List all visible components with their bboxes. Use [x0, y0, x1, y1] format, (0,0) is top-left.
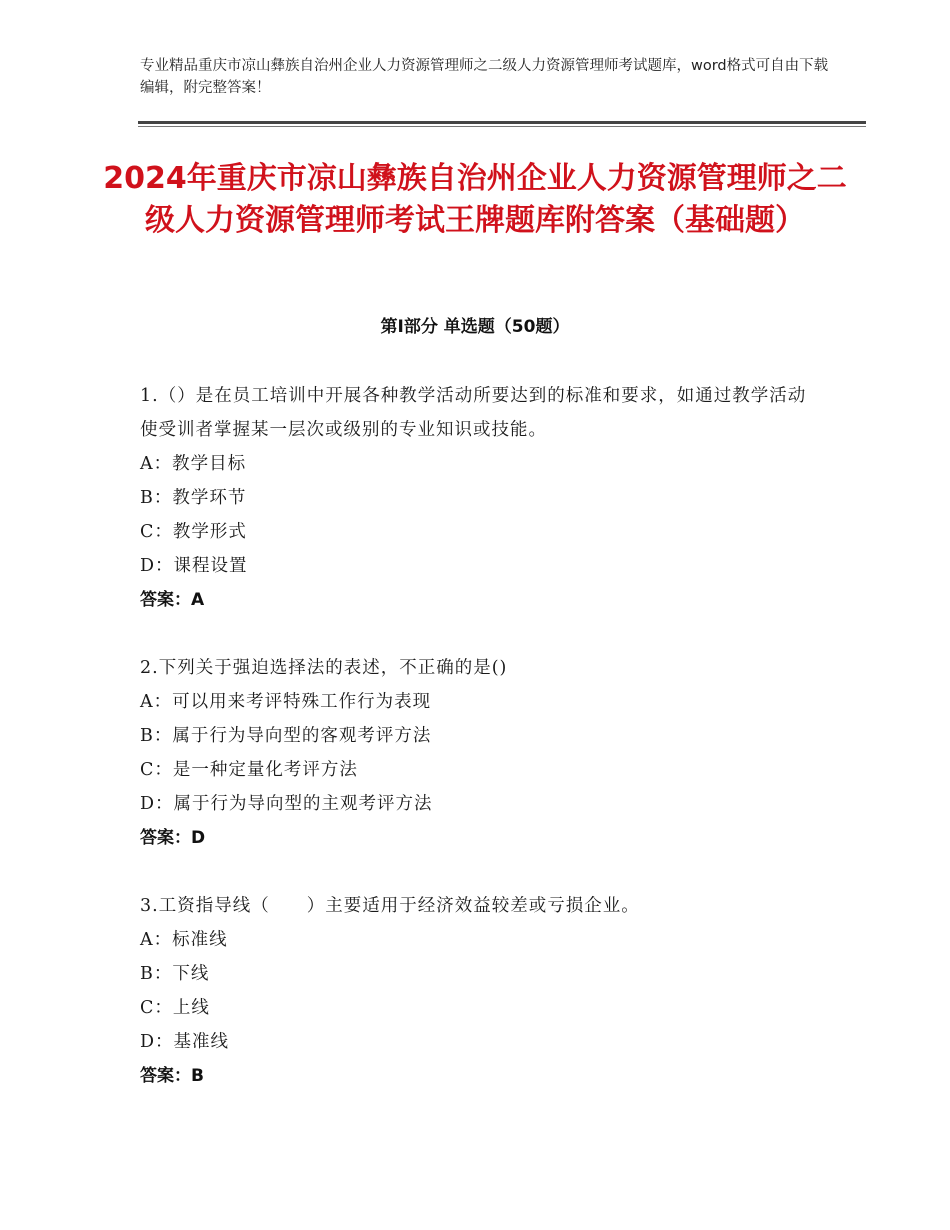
option-b: B：下线 — [140, 964, 210, 984]
answer-line: 答案：B — [140, 1066, 204, 1086]
question-3 — [140, 889, 820, 1093]
option-d: D：课程设置 — [140, 556, 248, 576]
answer-line: 答案：A — [140, 590, 205, 610]
section-heading: 第Ⅰ部分 单选题（50题） — [380, 317, 570, 337]
option-b: B：属于行为导向型的客观考评方法 — [140, 726, 432, 746]
option-c: C：教学形式 — [140, 522, 247, 542]
header-divider-thick — [138, 121, 866, 124]
option-a: A：教学目标 — [140, 454, 247, 474]
header-divider-thin — [138, 126, 866, 127]
question-2 — [140, 651, 820, 855]
question-stem: 3.工资指导线（ ）主要适用于经济效益较差或亏损企业。 — [140, 896, 640, 916]
option-d: D：基准线 — [140, 1032, 230, 1052]
option-c: C：上线 — [140, 998, 210, 1018]
document-title: 2024年重庆市凉山彝族自治州企业人力资源管理师之二级人力资源管理师考试王牌题库附答案（基础题） — [103, 161, 847, 238]
answer-line: 答案：D — [140, 828, 206, 848]
option-a: A：标准线 — [140, 930, 228, 950]
question-1 — [140, 379, 820, 617]
question-stem: 1.（）是在员工培训中开展各种教学活动所要达到的标准和要求，如通过教学活动使受训者掌握某一层次或级别的专业知识或技能。 — [140, 386, 807, 440]
header-note: 专业精品重庆市凉山彝族自治州企业人力资源管理师之二级人力资源管理师考试题库，word格式可自由下载编辑，附完整答案！ — [140, 58, 829, 96]
option-b: B：教学环节 — [140, 488, 247, 508]
option-c: C：是一种定量化考评方法 — [140, 760, 358, 780]
question-stem: 2.下列关于强迫选择法的表述，不正确的是() — [140, 658, 508, 678]
question-list — [140, 379, 820, 1127]
option-a: A：可以用来考评特殊工作行为表现 — [140, 692, 432, 712]
option-d: D：属于行为导向型的主观考评方法 — [140, 794, 433, 814]
